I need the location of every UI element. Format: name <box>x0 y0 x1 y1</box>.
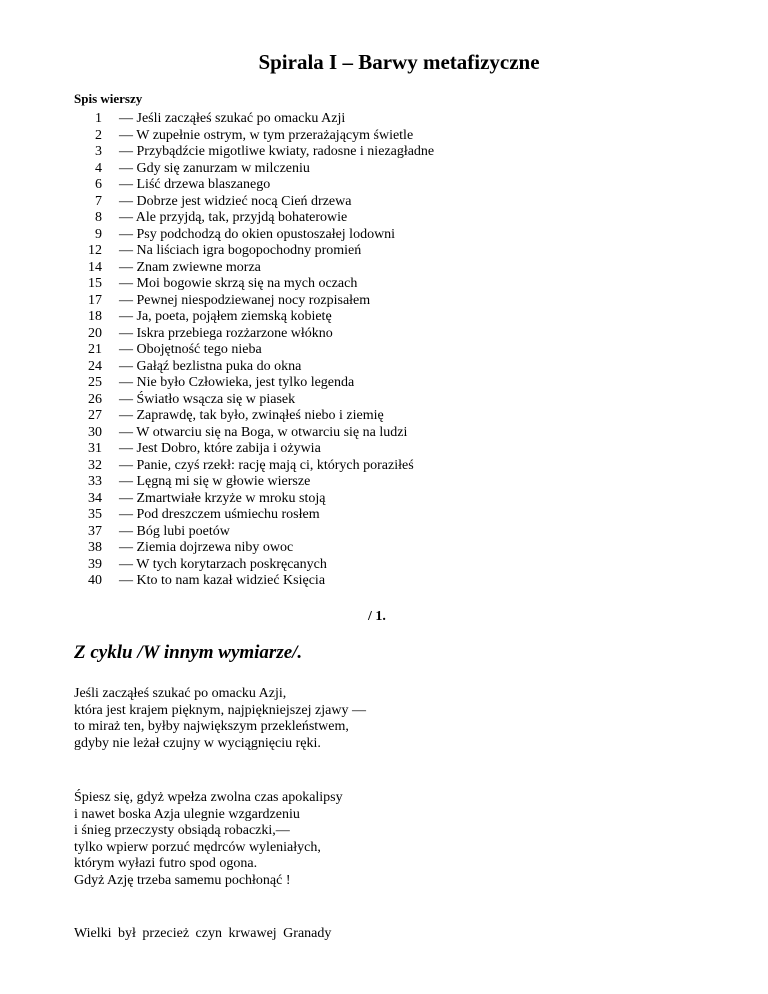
toc-entry <box>86 194 434 211</box>
toc-entry <box>86 144 434 161</box>
toc-entry <box>86 276 434 293</box>
table-of-contents <box>86 111 434 590</box>
toc-entry-title: — Światło wsącza się w piasek <box>119 391 296 407</box>
toc-entry-number: 40 <box>88 573 102 588</box>
toc-entry-title: — W zupełnie ostrym, w tym przerażającym świetle <box>119 127 414 143</box>
toc-entry-number: 15 <box>88 276 102 291</box>
toc-entry-number: 17 <box>88 292 102 308</box>
toc-entry-title: — Ziemia dojrzewa niby owoc <box>119 540 294 555</box>
poem-line: Wielki był przecież czyn krwawej Granady <box>74 926 332 941</box>
toc-entry <box>86 260 434 277</box>
toc-entry <box>86 375 434 392</box>
toc-entry <box>86 128 434 145</box>
toc-entry-title: — Na liściach igra bogopochodny promień <box>119 243 362 258</box>
toc-entry <box>86 540 434 557</box>
toc-entry <box>86 573 434 590</box>
toc-entry <box>86 293 434 310</box>
toc-entry-number: 35 <box>88 507 102 522</box>
toc-entry <box>86 177 434 194</box>
toc-entry-number: 24 <box>88 358 102 374</box>
toc-entry-number: 32 <box>88 457 102 473</box>
toc-entry-number: 3 <box>95 144 102 159</box>
toc-entry <box>86 441 434 458</box>
toc-entry-title: — Gałąź bezlistna puka do okna <box>119 358 302 374</box>
toc-entry-number: 2 <box>95 127 102 143</box>
toc-entry-title: — Znam zwiewne morza <box>119 259 261 275</box>
toc-entry-number: 18 <box>88 309 102 324</box>
toc-entry <box>86 342 434 359</box>
toc-entry-title: — Przybądźcie migotliwe kwiaty, radosne i niezagładne <box>119 144 435 159</box>
poem-line: Gdyż Azję trzeba samemu pochłonąć ! <box>74 872 291 888</box>
toc-entry <box>86 524 434 541</box>
toc-entry-number: 8 <box>95 210 102 225</box>
toc-entry-title: — Jest Dobro, które zabija i ożywia <box>119 441 321 456</box>
toc-entry <box>86 408 434 425</box>
toc-entry-number: 6 <box>95 177 102 192</box>
toc-entry-number: 1 <box>95 111 102 126</box>
toc-entry <box>86 210 434 227</box>
toc-entry-title: — Psy podchodzą do okien opustoszałej lodowni <box>119 226 396 242</box>
toc-entry-title: — Lęgną mi się w głowie wiersze <box>119 474 311 489</box>
page-number: / 1. <box>368 609 386 624</box>
toc-entry <box>86 392 434 409</box>
toc-entry-title: — W tych korytarzach poskręcanych <box>119 556 327 572</box>
toc-entry-number: 9 <box>95 226 102 242</box>
toc-entry <box>86 161 434 178</box>
toc-entry <box>86 111 434 128</box>
toc-entry-number: 33 <box>88 474 102 489</box>
toc-entry-number: 7 <box>95 193 102 209</box>
toc-entry-number: 12 <box>88 243 102 258</box>
toc-entry <box>86 507 434 524</box>
toc-entry-number: 27 <box>88 408 102 423</box>
poem-line: to miraż ten, byłby największym przekleństwem, <box>74 719 349 734</box>
toc-entry <box>86 326 434 343</box>
toc-entry-number: 26 <box>88 391 102 407</box>
toc-entry-title: — Zaprawdę, tak było, zwinąłeś niebo i ziemię <box>119 408 384 423</box>
toc-entry-number: 25 <box>88 375 102 390</box>
toc-entry-title: — Obojętność tego nieba <box>119 342 262 357</box>
toc-entry <box>86 227 434 244</box>
poem-line: która jest krajem pięknym, najpiękniejszej zjawy — <box>74 702 366 718</box>
toc-entry-title: — Ja, poeta, pojąłem ziemską kobietę <box>119 309 332 324</box>
poem-line: i śnieg przeczysty obsiądą robaczki,— <box>74 823 290 838</box>
poem-line: Jeśli zacząłeś szukać po omacku Azji, <box>74 686 287 701</box>
poem-line: Śpiesz się, gdyż wpełza zwolna czas apokalipsy <box>74 790 343 805</box>
toc-entry-title: — Pewnej niespodziewanej nocy rozpisałem <box>119 292 371 308</box>
toc-entry <box>86 425 434 442</box>
toc-entry-title: — Moi bogowie skrzą się na mych oczach <box>119 276 358 291</box>
toc-entry-title: — Panie, czyś rzekł: rację mają ci, których poraziłeś <box>119 457 414 473</box>
document-title: Spirala I – Barwy metafizyczne <box>258 50 540 74</box>
toc-entry <box>86 557 434 574</box>
toc-entry-title: — W otwarciu się na Boga, w otwarciu się na ludzi <box>119 424 408 440</box>
poem-line: i nawet boska Azja ulegnie wzgardzeniu <box>74 806 300 822</box>
toc-entry-title: — Dobrze jest widzieć nocą Cień drzewa <box>119 193 352 209</box>
toc-entry-number: 39 <box>88 556 102 572</box>
toc-entry-title: — Zmartwiałe krzyże w mroku stoją <box>119 490 326 506</box>
toc-entry-number: 38 <box>88 540 102 555</box>
toc-entry-title: — Gdy się zanurzam w milczeniu <box>119 160 310 176</box>
toc-entry-title: — Jeśli zacząłeś szukać po omacku Azji <box>119 111 346 126</box>
toc-entry-number: 4 <box>95 160 102 176</box>
toc-entry-title: — Iskra przebiega rozżarzone włókno <box>119 325 333 341</box>
toc-entry <box>86 309 434 326</box>
toc-heading: Spis wierszy <box>74 91 143 106</box>
toc-entry-number: 14 <box>88 259 102 275</box>
poem-stanza <box>74 926 331 943</box>
toc-entry-title: — Pod dreszczem uśmiechu rosłem <box>119 507 320 522</box>
toc-entry <box>86 243 434 260</box>
poem-line: gdyby nie leżał czujny w wyciągnięciu ręki. <box>74 735 321 751</box>
toc-entry-title: — Nie było Człowieka, jest tylko legenda <box>119 375 355 390</box>
toc-entry-number: 20 <box>88 325 102 341</box>
poem-stanza <box>74 686 366 752</box>
poem-line: którym wyłazi futro spod ogona. <box>74 856 258 871</box>
toc-entry-number: 21 <box>88 342 102 357</box>
toc-entry <box>86 458 434 475</box>
toc-entry-title: — Kto to nam kazał widzieć Księcia <box>119 573 326 588</box>
toc-entry-number: 34 <box>88 490 102 506</box>
poem-stanza <box>74 790 343 889</box>
toc-entry-number: 37 <box>88 523 102 539</box>
toc-entry-title: — Ale przyjdą, tak, przyjdą bohaterowie <box>119 210 348 225</box>
toc-entry <box>86 359 434 376</box>
toc-entry-number: 30 <box>88 424 102 440</box>
toc-entry <box>86 474 434 491</box>
toc-entry <box>86 491 434 508</box>
toc-entry-number: 31 <box>88 441 102 456</box>
cycle-title: Z cyklu /W innym wymiarze/. <box>74 642 303 663</box>
toc-entry-title: — Liść drzewa blaszanego <box>119 177 271 192</box>
toc-entry-title: — Bóg lubi poetów <box>119 523 230 539</box>
poem-line: tylko wpierw porzuć mędrców wyleniałych, <box>74 839 321 855</box>
